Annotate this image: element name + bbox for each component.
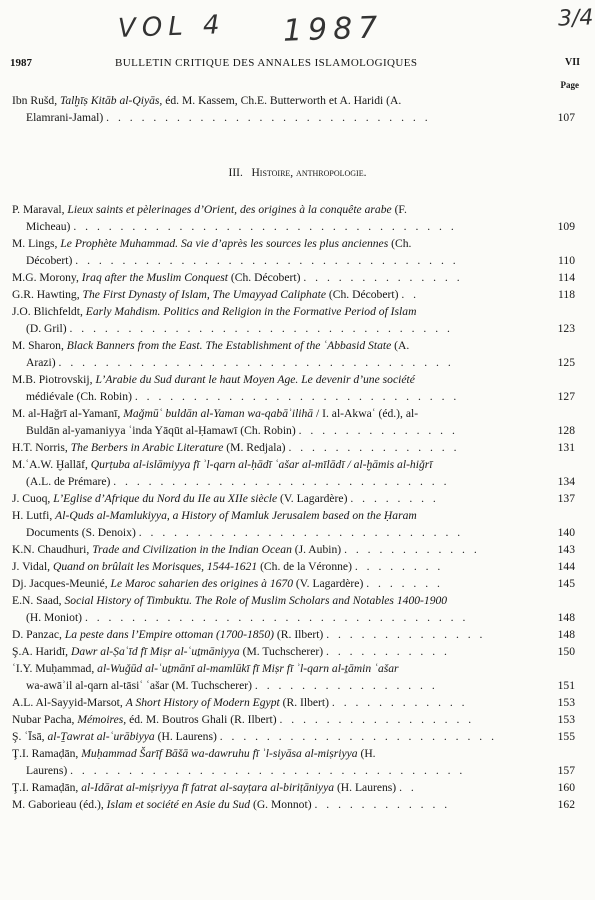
entry-reviewer: (R. Ilbert) — [282, 696, 329, 709]
entry-first-line — [12, 286, 541, 303]
entry-leader-dots: . . . . . . . . . . . . . . . — [288, 441, 460, 454]
entry-author: M.ʿA.W. Ḫallāf, — [12, 458, 88, 471]
entry-reviewer: / I. al-Akwaʿ (éd.), al- — [316, 407, 419, 420]
entry-continuation-text: Arazi) — [26, 356, 56, 369]
entry-title: Iraq after the Muslim Conquest — [81, 271, 228, 284]
entry-author: J.O. Blichfeldt, — [12, 305, 83, 318]
entry-author: J. Cuoq, — [12, 492, 51, 505]
entry-leader-dots: . . . . . . . . — [354, 560, 444, 573]
header-page-number: VII — [564, 57, 580, 68]
entry-page-number: 151 — [557, 679, 575, 692]
entry-first-line — [12, 626, 541, 643]
entry-leader-dots: . . . . . . . . . . . . . . . . . . . . . . . . . . . . — [106, 111, 431, 124]
entry-continuation-line — [12, 218, 541, 235]
bibliography-entry — [12, 745, 577, 779]
entry-leader-dots: . . . . . . . . . . . . — [344, 543, 480, 556]
entry-author: E.N. Saad, — [12, 594, 62, 607]
header-title: BULLETIN CRITIQUE DES ANNALES ISLAMOLOGIQUES — [115, 57, 418, 69]
entry-reviewer: (M. Tuchscherer) — [242, 645, 324, 658]
entry-leader-dots: . . . . . . . . . . . . . . — [298, 424, 458, 437]
entry-author: Nubar Pacha, — [12, 713, 75, 726]
bibliography-entry — [12, 405, 577, 439]
entry-continuation-text: Buldān al-yamaniyya ʿinda Yāqūt al-Ḥamawī (Ch. Robin) — [26, 424, 296, 437]
entry-reviewer: (M. Redjala) — [226, 441, 286, 454]
entry-leader-dots: . . . . . . . . . . . . . . . . . . . . . . . . . . . . . . . . . — [69, 322, 453, 335]
bibliography-entry — [12, 507, 577, 541]
entry-continuation-text: Micheau) — [26, 220, 71, 233]
entry-first-line — [12, 303, 541, 320]
entry-title: Qurṭuba al-islāmiyya fī ʾl-qarn al-ḥādī ʿašar al-mīlādī / al-ḫāmis al-hiǧrī — [90, 458, 433, 471]
entry-title: Black Banners from the East. The Establishment of the ʿAbbasid State — [66, 339, 392, 352]
entry-page-number: 123 — [557, 322, 575, 335]
entry-first-line — [12, 592, 541, 609]
bibliography-entry — [12, 558, 577, 575]
entry-title: Social History of Timbuktu. The Role of Muslim Scholars and Notables 1400-1900 — [64, 594, 448, 607]
entry-reviewer: (V. Lagardère) — [295, 577, 364, 590]
entry-first-line — [12, 371, 541, 388]
entry-title: Al-Quds al-Mamlukiyya, a History of Mamluk Jerusalem based on the Ḥaram — [55, 509, 417, 522]
bibliography-entry — [12, 626, 577, 643]
top-entry-list — [12, 92, 577, 126]
entry-author: Ţ.I. Ramaḍān, — [12, 781, 79, 794]
entry-continuation-text: wa-awāʾil al-qarn al-tāsiʿ ʿašar (M. Tuchscherer) — [26, 679, 252, 692]
entry-page-number: 134 — [557, 475, 575, 488]
entry-page-number: 131 — [557, 441, 575, 454]
entry-continuation-line — [12, 252, 541, 269]
entry-title: Islam et société en Asie du Sud — [106, 798, 251, 811]
entry-author: M.G. Morony, — [12, 271, 79, 284]
entry-author: M.B. Piotrovskij, — [12, 373, 93, 386]
section-heading — [0, 167, 595, 179]
entry-leader-dots: . . . . . . . . . . . . . . . . . . . . . . . . — [219, 730, 497, 743]
entry-reviewer: éd. M. Kassem, Ch.E. Butterworth et A. Haridi (A. — [165, 94, 402, 107]
bibliography-entry — [12, 592, 577, 626]
entry-reviewer: éd. M. Boutros Ghali (R. Ilbert) — [129, 713, 277, 726]
bibliography-entry — [12, 728, 577, 745]
entry-page-number: 162 — [557, 798, 575, 811]
entry-first-line — [12, 92, 541, 109]
entry-page-number: 145 — [557, 577, 575, 590]
section-title: Histoire, anthropologie. — [251, 167, 367, 179]
entry-page-number: 153 — [557, 713, 575, 726]
entry-author: Ţ.I. Ramaḍān, — [12, 747, 79, 760]
bibliography-entry — [12, 303, 577, 337]
bibliography-entry — [12, 371, 577, 405]
entry-page-number: 109 — [557, 220, 575, 233]
bibliography-list — [12, 201, 577, 813]
entry-title: Le Maroc saharien des origines à 1670 — [110, 577, 294, 590]
entry-author: G.R. Hawting, — [12, 288, 80, 301]
entry-reviewer: (J. Aubin) — [294, 543, 342, 556]
bibliography-entry — [12, 439, 577, 456]
entry-author: Ibn Rušd, — [12, 94, 58, 107]
bibliography-entry — [12, 286, 577, 303]
entry-leader-dots: . . . . . . . . . . . . . . . . . . . . . . . . . . . . . . . . . — [84, 611, 469, 624]
entry-page-number: 155 — [557, 730, 575, 743]
entry-leader-dots: . . — [399, 781, 417, 794]
entry-reviewer: (F. — [394, 203, 407, 216]
entry-page-number: 148 — [557, 628, 575, 641]
entry-title: La peste dans l’Empire ottoman (1700-1850) — [64, 628, 275, 641]
entry-first-line — [12, 796, 541, 813]
entry-first-line — [12, 456, 541, 473]
bibliography-entry — [12, 796, 577, 813]
entry-continuation-line — [12, 524, 541, 541]
handwritten-year-note: 1987 — [282, 10, 384, 49]
entry-author: M. Lings, — [12, 237, 58, 250]
entry-first-line — [12, 269, 541, 286]
entry-continuation-text: (H. Moniot) — [26, 611, 83, 624]
entry-author: P. Maraval, — [12, 203, 65, 216]
entry-leader-dots: . . . . . . . . . . . . . . . . . — [279, 713, 475, 726]
entry-page-number: 125 — [557, 356, 575, 369]
entry-leader-dots: . . — [401, 288, 420, 301]
entry-author: K.N. Chaudhuri, — [12, 543, 90, 556]
entry-title: Talḫīṣ Kitāb al-Qiyās, — [60, 94, 163, 107]
entry-first-line — [12, 711, 541, 728]
entry-author: Ş.A. Haridī, — [12, 645, 69, 658]
bibliography-entry — [12, 694, 577, 711]
entry-title: Early Mahdism. Politics and Religion in the Formative Period of Islam — [85, 305, 417, 318]
entry-leader-dots: . . . . . . . . . . . . . . — [326, 628, 486, 641]
entry-leader-dots: . . . . . . . . . . . . . . . . . . . . . . . . . . . . . . . . . — [73, 220, 457, 233]
entry-author: H.T. Norris, — [12, 441, 68, 454]
entry-page-number: 144 — [557, 560, 575, 573]
page-column-label: Page — [560, 80, 579, 90]
entry-first-line — [12, 660, 541, 677]
entry-author: J. Vidal, — [12, 560, 51, 573]
entry-first-line — [12, 643, 541, 660]
entry-author: M. al-Haǧrī al-Yamanī, — [12, 407, 121, 420]
entry-author: Ş. ʿĪsā, — [12, 730, 45, 743]
entry-first-line — [12, 575, 541, 592]
bibliography-entry — [12, 575, 577, 592]
entry-first-line — [12, 728, 541, 745]
entry-leader-dots: . . . . . . . . . . . . . . . . . . . . . . . . . . . . — [134, 390, 460, 403]
entry-page-number: 118 — [558, 288, 575, 301]
entry-first-line — [12, 337, 541, 354]
entry-leader-dots: . . . . . . . . . . . . . . . . . . . . . . . . . . . . . . . . . . — [70, 764, 466, 777]
entry-continuation-text: médiévale (Ch. Robin) — [26, 390, 132, 403]
entry-reviewer: (H. Laurens) — [336, 781, 397, 794]
entry-continuation-text: (D. Gril) — [26, 322, 67, 335]
entry-continuation-text: Documents (S. Denoix) — [26, 526, 136, 539]
bibliography-entry — [12, 92, 577, 126]
entry-first-line — [12, 694, 541, 711]
entry-title: L’Arabie du Sud durant le haut Moyen Age. Le devenir d’une société — [95, 373, 415, 386]
entry-title: al-Ṯawrat al-ʿurābiyya — [47, 730, 155, 743]
entry-continuation-line — [12, 677, 541, 694]
entry-first-line — [12, 779, 541, 796]
bibliography-entry — [12, 660, 577, 694]
entry-continuation-text: Elamrani-Jamal) — [26, 111, 104, 124]
entry-reviewer: (V. Lagardère) — [280, 492, 348, 505]
entry-page-number: 160 — [557, 781, 575, 794]
entry-leader-dots: . . . . . . . . . . . . . . . . . . . . . . . . . . . . . — [113, 475, 450, 488]
entry-title: The Berbers in Arabic Literature — [70, 441, 224, 454]
entry-reviewer: (Ch. de la Véronne) — [260, 560, 352, 573]
entry-leader-dots: . . . . . . . . . . . . . . . . . . . . . . . . . . . . . . . . . . — [58, 356, 454, 369]
entry-continuation-text: Laurens) — [26, 764, 68, 777]
entry-leader-dots: . . . . . . . . . . . . — [331, 696, 468, 709]
entry-page-number: 148 — [557, 611, 575, 624]
entry-continuation-text: (A.L. de Prémare) — [26, 475, 111, 488]
bibliography-entry — [12, 456, 577, 490]
entry-page-number: 110 — [558, 254, 575, 267]
bibliography-entry — [12, 541, 577, 558]
entry-page-number: 143 — [557, 543, 575, 556]
entry-page-number: 157 — [557, 764, 575, 777]
entry-continuation-line — [12, 762, 541, 779]
entry-leader-dots: . . . . . . . . . . . . — [314, 798, 451, 811]
entry-title: Mémoires, — [77, 713, 127, 726]
entry-title: al-Idārat al-miṣriyya fī fatrat al-sayṭara al-biriṭāniyya — [81, 781, 335, 794]
entry-reviewer: (Ch. Décobert) — [230, 271, 301, 284]
entry-first-line — [12, 439, 541, 456]
entry-title: A Short History of Modern Egypt — [125, 696, 280, 709]
bibliography-entry — [12, 711, 577, 728]
entry-author: M. Sharon, — [12, 339, 64, 352]
entry-author: Dj. Jacques-Meunié, — [12, 577, 108, 590]
bibliography-entry — [12, 779, 577, 796]
entry-author: M. Gaborieau (éd.), — [12, 798, 104, 811]
entry-author: D. Panzac, — [12, 628, 62, 641]
bibliography-entry — [12, 337, 577, 371]
entry-continuation-line — [12, 320, 541, 337]
entry-reviewer: (G. Monnot) — [252, 798, 312, 811]
entry-first-line — [12, 541, 541, 558]
entry-title: Quand on brûlait les Morisques, 1544-1621 — [52, 560, 258, 573]
entry-author: A.L. Al-Sayyid-Marsot, — [12, 696, 123, 709]
entry-reviewer: (Ch. Décobert) — [328, 288, 399, 301]
section-number: III. — [228, 167, 243, 179]
entry-reviewer: (Ch. — [391, 237, 412, 250]
entry-page-number: 137 — [557, 492, 575, 505]
entry-continuation-line — [12, 473, 541, 490]
entry-leader-dots: . . . . . . . . . . . — [326, 645, 450, 658]
entry-title: The First Dynasty of Islam, The Umayyad Caliphate — [82, 288, 326, 301]
entry-title: Maǧmūʿ buldān al-Yaman wa-qabāʾilihā — [123, 407, 314, 420]
entry-leader-dots: . . . . . . . . . . . . . . . . . . . . . . . . . . . . . . . . . — [75, 254, 459, 267]
entry-continuation-line — [12, 388, 541, 405]
entry-page-number: 153 — [557, 696, 575, 709]
entry-title: Trade and Civilization in the Indian Ocean — [92, 543, 292, 556]
entry-first-line — [12, 201, 541, 218]
entry-first-line — [12, 405, 541, 422]
entry-author: ʿI.Y. Muḥammad, — [12, 662, 95, 675]
entry-continuation-line — [12, 422, 541, 439]
entry-reviewer: (A. — [394, 339, 410, 352]
entry-first-line — [12, 745, 541, 762]
bibliography-entry — [12, 490, 577, 507]
bibliography-entry — [12, 235, 577, 269]
entry-title: L’Eglise d’Afrique du Nord du IIe au XIIe siècle — [53, 492, 278, 505]
entry-title: al-Wuǧūd al-ʿuṯmānī al-mamlūkī fī Miṣr fī ʾl-qarn al-ṯāmin ʿašar — [97, 662, 399, 675]
entry-leader-dots: . . . . . . . . . . . . . . . . . . . . . . . . . . . . — [138, 526, 464, 539]
entry-title: Le Prophète Muhammad. Sa vie d’après les sources les plus anciennes — [60, 237, 389, 250]
entry-leader-dots: . . . . . . . . — [350, 492, 439, 505]
entry-author: H. Lutfi, — [12, 509, 53, 522]
entry-continuation-line — [12, 109, 541, 126]
entry-title: Lieux saints et pèlerinages d’Orient, des origines à la conquête arabe — [67, 203, 392, 216]
entry-first-line — [12, 558, 541, 575]
entry-leader-dots: . . . . . . . . . . . . . . . . — [254, 679, 438, 692]
entry-title: Muḥammad Šarīf Bāšā wa-dawruhu fī ʾl-siyāsa al-miṣriyya — [81, 747, 358, 760]
entry-page-number: 107 — [557, 111, 575, 124]
entry-page-number: 140 — [557, 526, 575, 539]
entry-page-number: 127 — [557, 390, 575, 403]
handwritten-fraction-note: 3/4 — [557, 5, 594, 32]
entry-continuation-line — [12, 609, 541, 626]
entry-continuation-line — [12, 354, 541, 371]
handwritten-volume-note: VOL 4 — [117, 10, 227, 44]
entry-reviewer: (H. Laurens) — [157, 730, 217, 743]
entry-page-number: 114 — [558, 271, 575, 284]
entry-leader-dots: . . . . . . . . . . . . . . — [303, 271, 463, 284]
bibliography-entry — [12, 201, 577, 235]
bibliography-entry — [12, 269, 577, 286]
entry-title: Dawr al-Ṣaʿīd fī Miṣr al-ʿuṯmāniyya — [70, 645, 240, 658]
bibliography-entry — [12, 643, 577, 660]
entry-reviewer: (R. Ilbert) — [276, 628, 324, 641]
entry-page-number: 150 — [557, 645, 575, 658]
header-year: 1987 — [10, 57, 32, 69]
entry-page-number: 128 — [557, 424, 575, 437]
entry-first-line — [12, 235, 541, 252]
entry-first-line — [12, 490, 541, 507]
entry-continuation-text: Décobert) — [26, 254, 73, 267]
entry-reviewer: (H. — [360, 747, 376, 760]
entry-first-line — [12, 507, 541, 524]
entry-leader-dots: . . . . . . . — [366, 577, 443, 590]
